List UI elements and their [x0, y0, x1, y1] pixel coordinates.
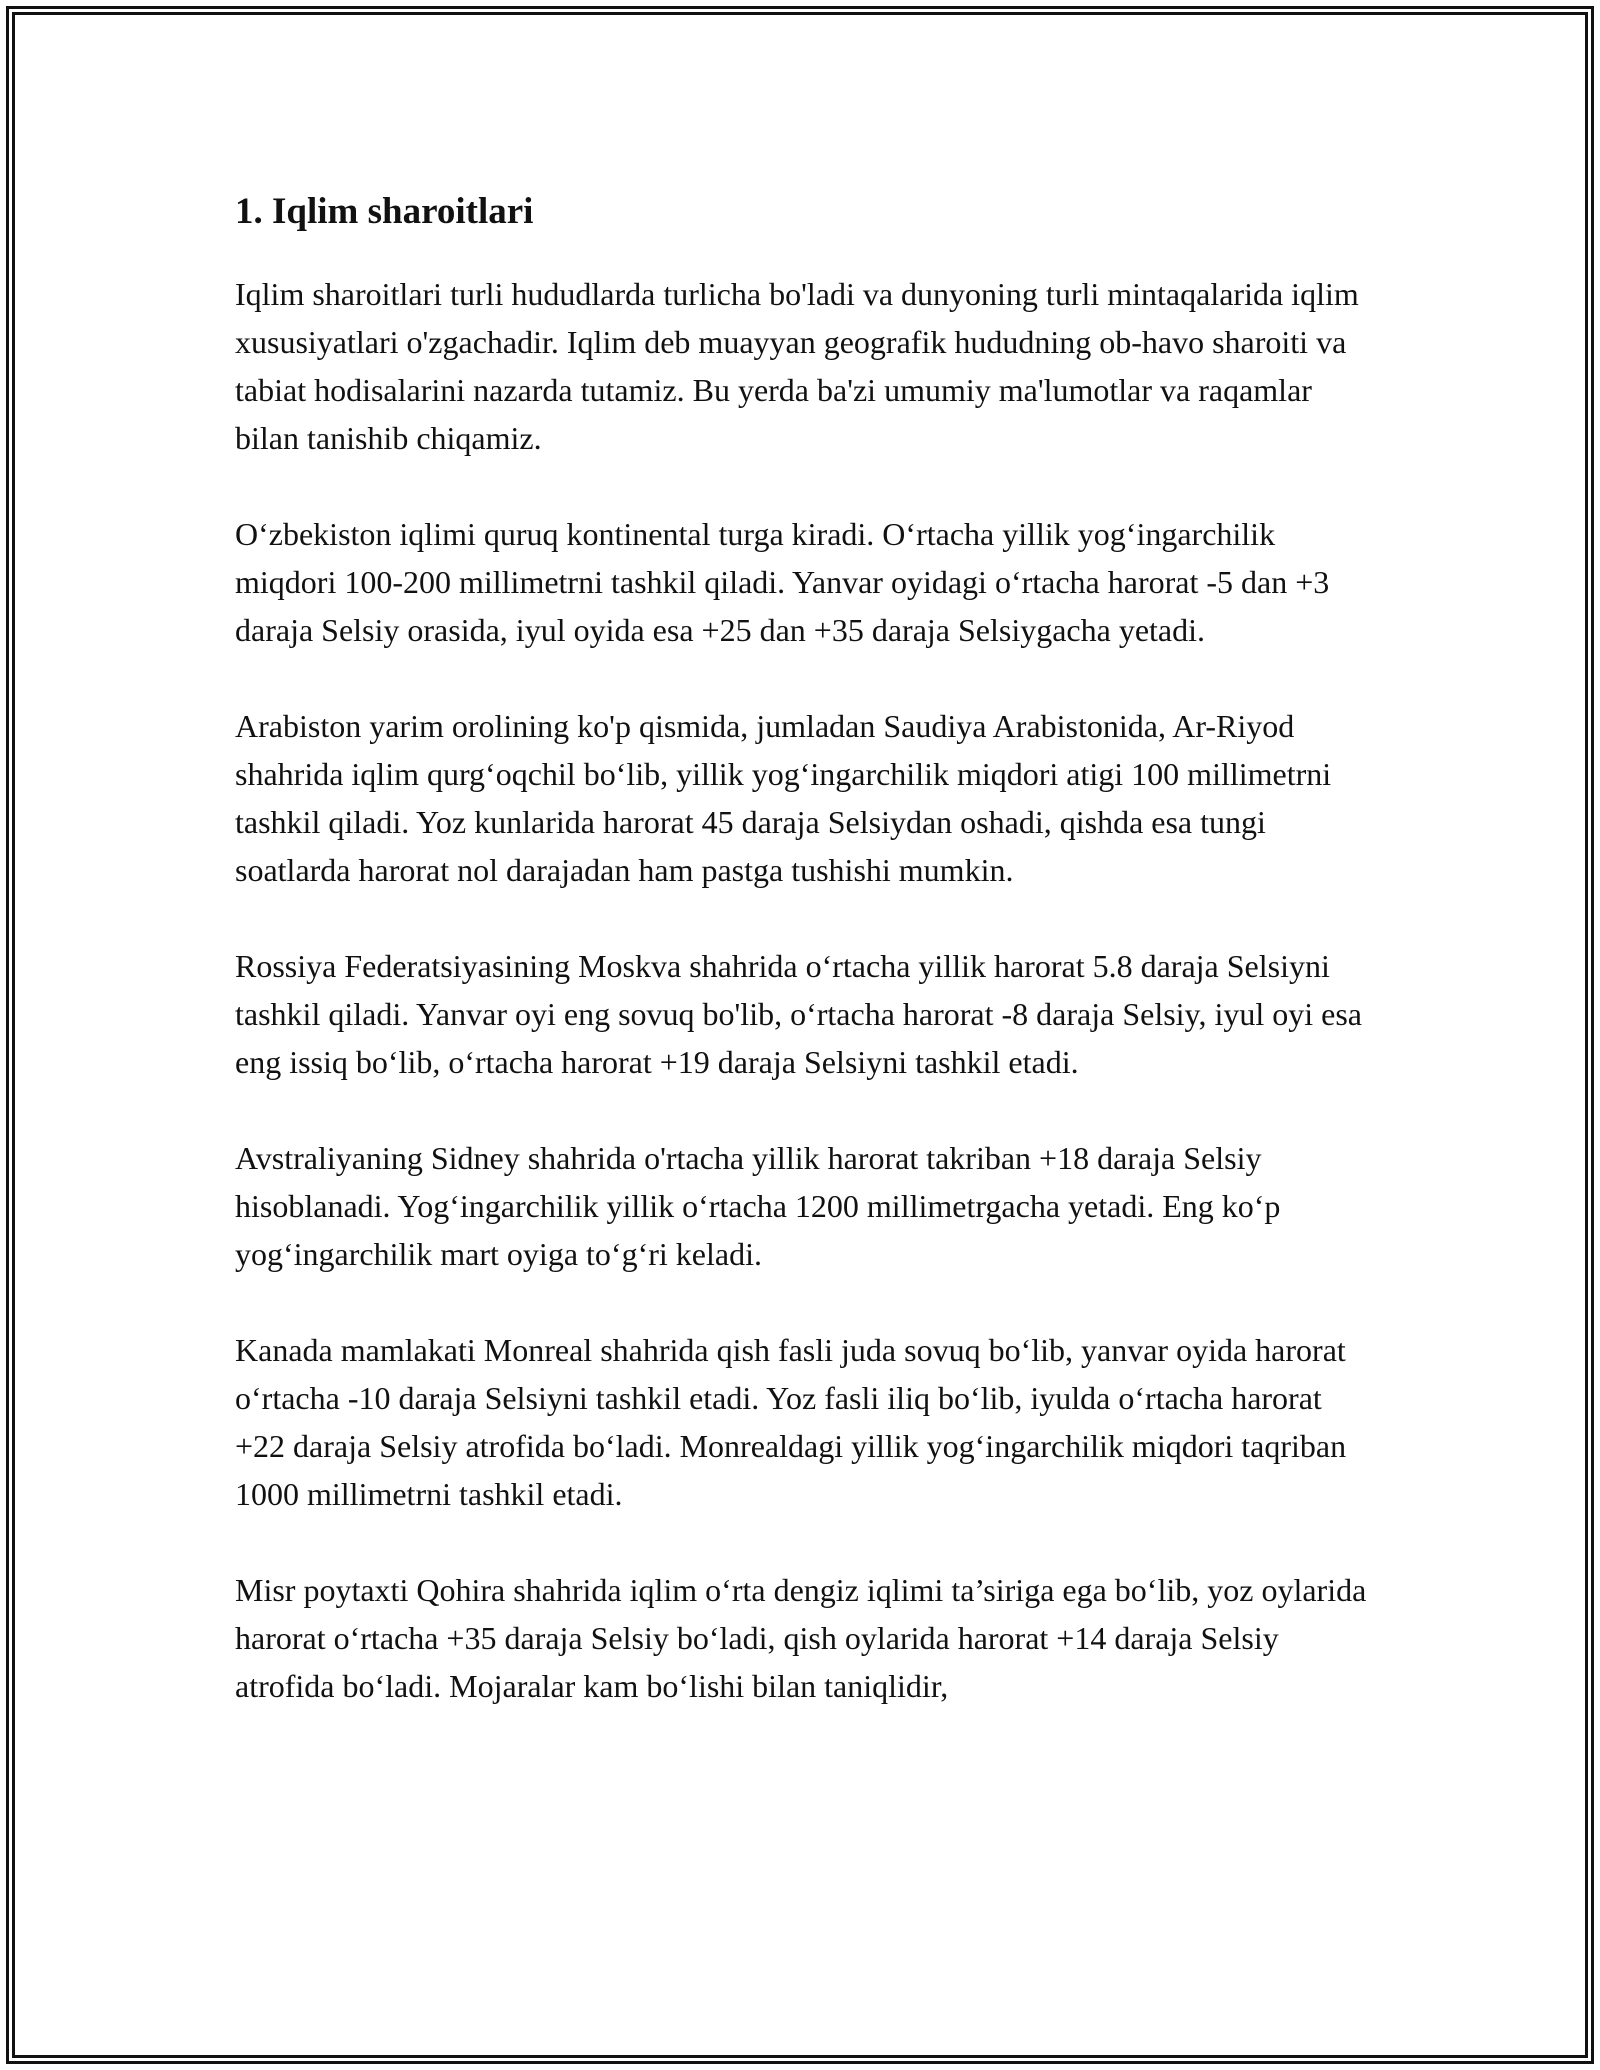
- paragraph-riyadh: Arabiston yarim orolining ko'p qismida, jumladan Saudiya Arabistonida, Ar-Riyod shahrida iqlim qurg‘oqchil bo‘lib, yillik yog‘ingarchilik miqdori atigi 100 millimetrni tashkil qiladi. Yoz kunlarida harorat 45 daraja Selsiydan oshadi, qishda esa tungi soatlarda harorat nol darajadan ham pastga tushishi mumkin.: [235, 708, 1332, 888]
- section-heading: 1. Iqlim sharoitlari: [235, 191, 534, 232]
- paragraph-montreal: Kanada mamlakati Monreal shahrida qish fasli juda sovuq bo‘lib, yanvar oyida harorat o‘rtacha -10 daraja Selsiyni tashkil etadi. Yoz fasli iliq bo‘lib, iyulda o‘rtacha harorat +22 daraja Selsiy atrofida bo‘ladi. Monrealdagi yillik yog‘ingarchilik miqdori taqriban 1000 millimetrni tashkil etadi.: [235, 1332, 1347, 1512]
- paragraph-cairo: Misr poytaxti Qohira shahrida iqlim o‘rta dengiz iqlimi ta’siriga ega bo‘lib, yoz oylarida harorat o‘rtacha +35 daraja Selsiy bo‘ladi, qish oylarida harorat +14 daraja Selsiy atrofida bo‘ladi. Mojaralar kam bo‘lishi bilan taniqlidir,: [235, 1572, 1367, 1704]
- paragraph-sydney: Avstraliyaning Sidney shahrida o'rtacha yillik harorat takriban +18 daraja Selsiy hisoblanadi. Yog‘ingarchilik yillik o‘rtacha 1200 millimetrgacha yetadi. Eng ko‘p yog‘ingarchilik mart oyiga to‘g‘ri keladi.: [235, 1140, 1281, 1272]
- paragraph-uzbekistan: O‘zbekiston iqlimi quruq kontinental turga kiradi. O‘rtacha yillik yog‘ingarchilik miqdori 100-200 millimetrni tashkil qiladi. Yanvar oyidagi o‘rtacha harorat -5 dan +3 daraja Selsiy orasida, iyul oyida esa +25 dan +35 daraja Selsiygacha yetadi.: [235, 516, 1330, 648]
- paragraph-moscow: Rossiya Federatsiyasining Moskva shahrida o‘rtacha yillik harorat 5.8 daraja Selsiyni tashkil qiladi. Yanvar oyi eng sovuq bo'lib, o‘rtacha harorat -8 daraja Selsiy, iyul oyi esa eng issiq bo‘lib, o‘rtacha harorat +19 daraja Selsiyni tashkil etadi.: [235, 948, 1362, 1080]
- paragraph-intro: Iqlim sharoitlari turli hududlarda turlicha bo'ladi va dunyoning turli mintaqalarida iqlim xususiyatlari o'zgachadir. Iqlim deb muayyan geografik hududning ob-havo sharoiti va tabiat hodisalarini nazarda tutamiz. Bu yerda ba'zi umumiy ma'lumotlar va raqamlar bilan tanishib chiqamiz.: [235, 276, 1359, 456]
- document-body: [235, 188, 1370, 1758]
